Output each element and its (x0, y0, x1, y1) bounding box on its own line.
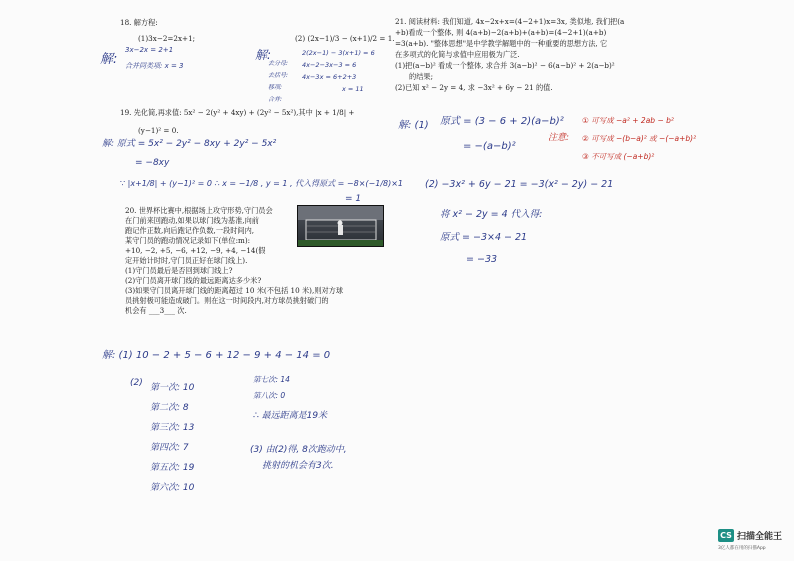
q18-ans1-line1: 3x−2x = 2+1 (125, 46, 174, 54)
q20-line: 在门前来回跑动,如果以球门线为基准,向前 (125, 216, 259, 225)
work-line: 4x−2−3x−3 = 6 (302, 61, 357, 69)
q20-line: 机会有 ___3___ 次. (125, 306, 187, 315)
q21-line: 21. 阅读材料: 我们知道, 4x−2x+x=(4−2+1)x=3x, 类似地, 我们把(a (395, 17, 625, 26)
q21-line: =3(a+b). "整体思想"是中学教学解题中的一种重要的思想方法, 它 (395, 39, 608, 48)
work-line: x = 11 (342, 85, 364, 93)
q20-ans1: 解: (1) 10 − 2 + 5 − 6 + 12 − 9 + 4 − 14 = 0 (102, 350, 331, 361)
q19-line2: = −8xy (135, 158, 170, 168)
q19-title: 19. 先化简,再求值: 5x² − 2(y² + 4xy) + (2y² − 5x²),其中 |x + 1/8| + (120, 108, 355, 117)
q21-ans1-label: 解: (1) (398, 120, 429, 131)
q21-line: (2)已知 x² − 2y = 4, 求 −3x² + 6y − 21 的值. (395, 83, 553, 92)
q20-line: 20. 世界杯比赛中,根据场上攻守形势,守门员会 (125, 206, 273, 215)
q21-ans2-line2: 将 x² − 2y = 4 代入得: (440, 209, 543, 220)
goalkeeper-image-icon (298, 206, 383, 246)
work-line: 2(2x−1) − 3(x+1) = 6 (302, 49, 375, 57)
q18-title: 18. 解方程: (120, 18, 158, 27)
q21-text (395, 16, 675, 93)
q18-ans2-label: 解: (255, 48, 272, 62)
q20-line: 某守门员的跑动情况记录如下(单位:m): (125, 236, 251, 245)
work-line: 4x−3x = 6+2+3 (302, 73, 357, 81)
q19-condition: (y−1)² = 0. (138, 126, 179, 135)
q20-line: (2)守门员离开球门线的最远距离达多少米? (125, 276, 262, 285)
list-item: 第七次: 14 (253, 375, 290, 384)
camscanner-logo-icon: CS (718, 529, 734, 542)
q18-part2: (2) (2x−1)/3 − (x+1)/2 = 1. (295, 34, 395, 43)
q19-line1: 解: 原式 = 5x² − 2y² − 8xy + 2y² − 5x² (102, 139, 277, 149)
q21-ans1-line1: 原式 = (3 − 6 + 2)(a−b)² (440, 116, 564, 127)
watermark-tagline: 3亿人都在用的扫描App (718, 546, 766, 551)
side-step: 合并: (268, 96, 283, 103)
note-item: ③ 不可写成 (−a+b)² (582, 152, 655, 161)
q21-line: 的结果; (409, 72, 433, 81)
note-item: ① 可写成 −a² + 2ab − b² (582, 116, 674, 125)
q21-line: 在多项式的化简与求值中应用极为广泛. (395, 50, 520, 59)
q20-ans3-line1: (3) 由(2)得, 8次跑动中, (250, 445, 347, 455)
q18-part1: (1)3x−2=2x+1; (138, 34, 196, 43)
list-item: 第三次: 13 (150, 423, 195, 433)
q20-ans3-line2: 挑射的机会有3次. (262, 461, 334, 471)
q21-ans2-line3: 原式 = −3×4 − 21 (440, 232, 528, 243)
q21-line: +b)看成一个整体, 则 4(a+b)−2(a+b)+(a+b)=(4−2+1)(a+b) (395, 28, 607, 37)
list-item: 第二次: 8 (150, 403, 189, 413)
q21-ans2-line4: = −33 (466, 254, 498, 265)
q18-ans2-lines (302, 47, 375, 95)
side-step: 去括号: (268, 72, 289, 79)
note-item: ② 可写成 −(b−a)² 或 −(−a+b)² (582, 134, 697, 143)
scanner-watermark (718, 529, 782, 542)
q20-ans2-list2 (253, 372, 290, 404)
q19-line3: ∵ |x+1/8| + (y−1)² = 0 ∴ x = −1/8 , y = 1 , 代入得原式 = −8×(−1/8)×1 (120, 179, 404, 188)
q20-line: 跑记作正数,向后跑记作负数,一段时间内, (125, 226, 255, 235)
q21-notes-label: 注意: (548, 133, 570, 143)
list-item: 第一次: 10 (150, 383, 195, 393)
side-step: 去分母: (268, 60, 289, 67)
q21-ans2-line1: (2) −3x² + 6y − 21 = −3(x² − 2y) − 21 (425, 179, 614, 190)
list-item: 第八次: 0 (253, 391, 286, 400)
q21-ans1-line2: = −(a−b)² (463, 141, 516, 152)
q21-line: (1)把(a−b)² 看成一个整体, 求合并 3(a−b)² − 6(a−b)² + 2(a−b)² (395, 61, 615, 70)
q20-ans2-list (150, 378, 194, 498)
q21-notes (582, 112, 696, 166)
q20-line: 员挑射极可能造成破门。则在这一时间段内,对方球员挑射破门的 (125, 296, 329, 305)
list-item: 第六次: 10 (150, 483, 195, 493)
side-step: 移项: (268, 84, 283, 91)
q19-line4: = 1 (345, 194, 362, 204)
q20-line: (1)守门员最后是否回到球门线上? (125, 266, 233, 275)
q20-line: +10, −2, +5, −6, +12, −9, +4, −14(假 (125, 246, 266, 255)
q20-line: 定开始计时时,守门员正好在球门线上). (125, 256, 248, 265)
list-item: 第五次: 19 (150, 463, 195, 473)
q18-ans1-line2: 合并同类项: x = 3 (125, 62, 184, 70)
watermark-brand: 扫描全能王 (737, 532, 783, 542)
q20-ans2-label: (2) (130, 378, 143, 388)
q18-ans2-side (268, 58, 288, 106)
q20-line: (3)如果守门员离开球门线的距离超过 10 米(不包括 10 米),则对方球 (125, 286, 344, 295)
list-item: 第四次: 7 (150, 443, 189, 453)
q20-ans2-conclusion: ∴ 最远距离是19米 (253, 411, 328, 421)
q18-ans1-label: 解: (100, 52, 118, 67)
goalkeeper-photo (297, 205, 384, 247)
